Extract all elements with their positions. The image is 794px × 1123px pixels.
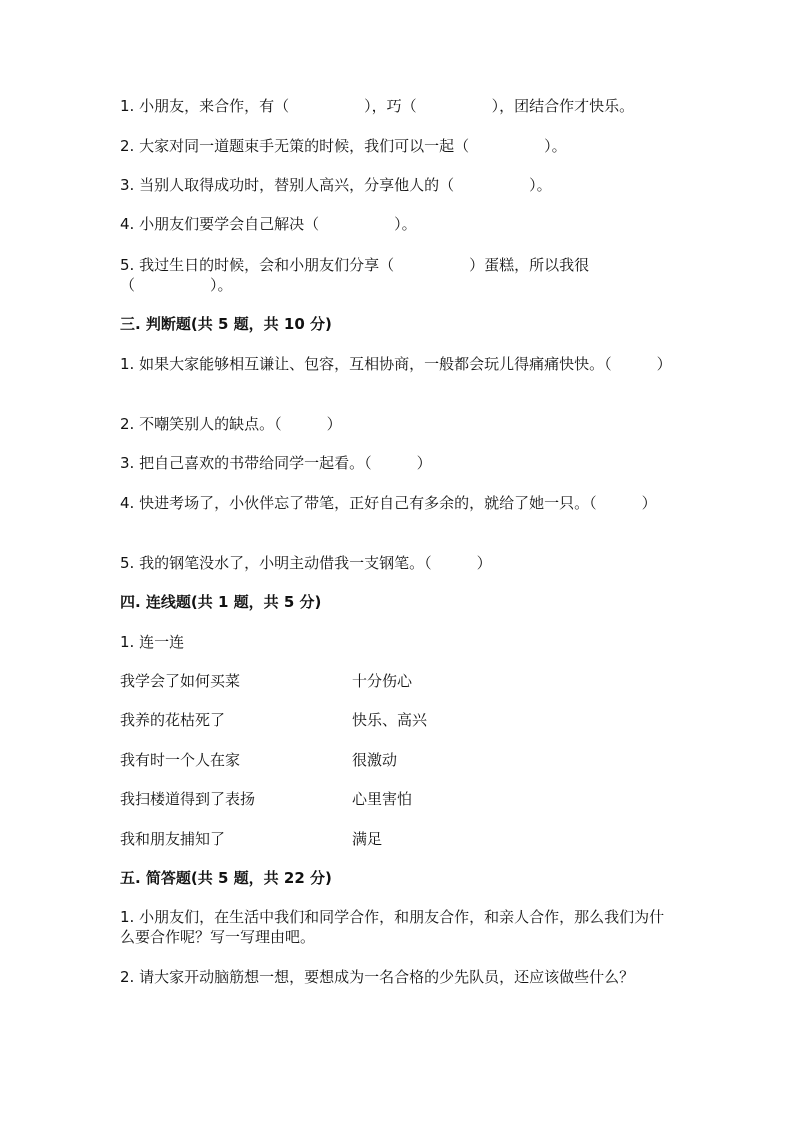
fill-blank-question-2: 2. 大家对同一道题束手无策的时候，我们可以一起（ ）。 [120, 137, 567, 155]
matching-right-item-1: 十分伤心 [352, 672, 413, 690]
judgment-question-4: 4. 快进考场了，小伙伴忘了带笔，正好自己有多余的，就给了她一只。（ ） [120, 494, 657, 512]
matching-prompt: 1. 连一连 [120, 633, 185, 651]
section-title-short-answer: 五. 简答题(共 5 题，共 22 分) [120, 869, 332, 887]
fill-blank-question-3: 3. 当别人取得成功时，替别人高兴，分享他人的（ ）。 [120, 176, 552, 194]
matching-right-item-4: 心里害怕 [352, 790, 413, 808]
matching-left-item-2: 我养的花枯死了 [120, 711, 226, 729]
judgment-question-2: 2. 不嘲笑别人的缺点。（ ） [120, 415, 342, 433]
section-title-judgment: 三. 判断题(共 5 题，共 10 分) [120, 315, 332, 333]
matching-right-item-2: 快乐、高兴 [352, 711, 428, 729]
section-title-matching: 四. 连线题(共 1 题，共 5 分) [120, 593, 322, 611]
judgment-question-3: 3. 把自己喜欢的书带给同学一起看。（ ） [120, 454, 432, 472]
matching-left-item-1: 我学会了如何买菜 [120, 672, 241, 690]
matching-right-item-5: 满足 [352, 830, 383, 848]
short-answer-question-2: 2. 请大家开动脑筋想一想，要想成为一名合格的少先队员，还应该做些什么？ [120, 968, 635, 986]
matching-left-item-4: 我扫楼道得到了表扬 [120, 790, 256, 808]
fill-blank-question-4: 4. 小朋友们要学会自己解决（ ）。 [120, 215, 417, 233]
judgment-question-1: 1. 如果大家能够相互谦让、包容，互相协商，一般都会玩儿得痛痛快快。（ ） [120, 355, 672, 373]
fill-blank-question-1: 1. 小朋友，来合作，有（ ），巧（ ），团结合作才快乐。 [120, 97, 635, 115]
judgment-question-5: 5. 我的钢笔没水了，小明主动借我一支钢笔。（ ） [120, 554, 492, 572]
matching-left-item-5: 我和朋友捕知了 [120, 830, 226, 848]
fill-blank-question-5: 5. 我过生日的时候，会和小朋友们分享（ ）蛋糕，所以我很（ ）。 [120, 256, 590, 294]
matching-left-item-3: 我有时一个人在家 [120, 751, 241, 769]
short-answer-question-1: 1. 小朋友们，在生活中我们和同学合作，和朋友合作，和亲人合作，那么我们为什么要合作呢？写一写理由吧。 [120, 908, 665, 946]
matching-right-item-3: 很激动 [352, 751, 398, 769]
